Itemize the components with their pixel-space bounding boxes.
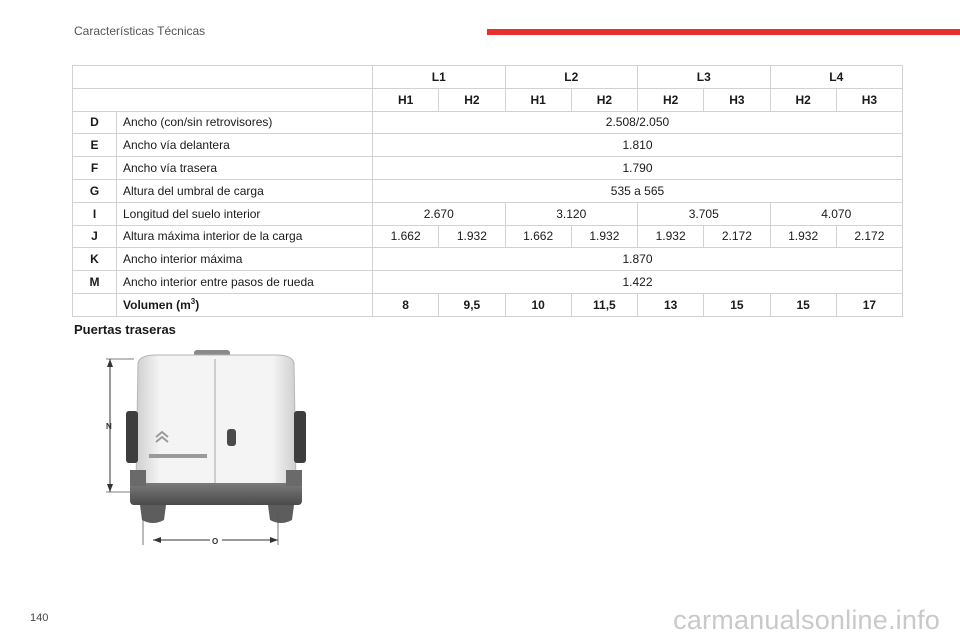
section-title: Puertas traseras <box>74 322 176 337</box>
corner-cell <box>73 88 373 111</box>
table-row <box>73 248 903 271</box>
page-number: 140 <box>30 612 49 624</box>
row-value: 1.932 <box>439 225 505 248</box>
row-value: 1.662 <box>505 225 571 248</box>
row-label: Altura del umbral de carga <box>117 179 373 202</box>
right-tail-light <box>294 411 306 463</box>
volume-value: 17 <box>836 293 902 316</box>
height-header: H2 <box>571 88 637 111</box>
table-row <box>73 134 903 157</box>
row-code: M <box>73 271 117 294</box>
volume-value: 13 <box>638 293 704 316</box>
van-body <box>136 355 296 485</box>
table-row <box>73 179 903 202</box>
height-header: H1 <box>373 88 439 111</box>
volume-label-text: Volumen (m <box>123 298 191 313</box>
table-row <box>73 202 903 225</box>
row-value: 2.670 <box>373 202 506 225</box>
table-row <box>73 111 903 134</box>
row-label: Longitud del suelo interior <box>117 202 373 225</box>
label-o: O <box>212 537 219 546</box>
row-label: Ancho interior entre pasos de rueda <box>117 271 373 294</box>
right-tyre <box>268 505 294 523</box>
row-label: Altura máxima interior de la carga <box>117 225 373 248</box>
specifications-table <box>72 65 903 317</box>
height-header: H2 <box>770 88 836 111</box>
row-code: G <box>73 179 117 202</box>
row-label: Ancho interior máxima <box>117 248 373 271</box>
volume-value: 11,5 <box>571 293 637 316</box>
row-label: Ancho vía delantera <box>117 134 373 157</box>
volume-unit-exponent: 3 <box>190 297 196 307</box>
label-n: N <box>106 422 112 431</box>
length-header: L2 <box>505 66 638 89</box>
row-value: 1.932 <box>770 225 836 248</box>
row-value: 2.172 <box>704 225 770 248</box>
volume-value: 10 <box>505 293 571 316</box>
height-header: H2 <box>638 88 704 111</box>
volume-value: 9,5 <box>439 293 505 316</box>
watermark: carmanualsonline.info <box>673 605 940 635</box>
row-code: J <box>73 225 117 248</box>
volume-value: 15 <box>770 293 836 316</box>
table-row <box>73 225 903 248</box>
row-value: 1.810 <box>373 134 903 157</box>
row-value: 1.662 <box>373 225 439 248</box>
header-accent-bar <box>487 29 960 35</box>
volume-label <box>117 293 373 316</box>
row-code: F <box>73 157 117 180</box>
left-tyre <box>140 505 166 523</box>
row-value: 1.932 <box>638 225 704 248</box>
row-value: 1.870 <box>373 248 903 271</box>
row-value: 1.932 <box>571 225 637 248</box>
row-code: K <box>73 248 117 271</box>
row-label: Ancho vía trasera <box>117 157 373 180</box>
volume-value: 8 <box>373 293 439 316</box>
volume-value: 15 <box>704 293 770 316</box>
row-code: I <box>73 202 117 225</box>
row-value: 2.172 <box>836 225 902 248</box>
height-header: H3 <box>704 88 770 111</box>
header-title: Características Técnicas <box>74 24 206 38</box>
table-row <box>73 157 903 180</box>
height-header: H2 <box>439 88 505 111</box>
row-value: 2.508/2.050 <box>373 111 903 134</box>
plate-recess <box>149 454 207 458</box>
length-header: L4 <box>770 66 903 89</box>
left-tail-light <box>126 411 138 463</box>
length-header: L1 <box>373 66 506 89</box>
row-value: 535 a 565 <box>373 179 903 202</box>
height-header: H3 <box>836 88 902 111</box>
rear-doors-illustration <box>96 345 306 550</box>
height-header-row <box>73 88 903 111</box>
row-value: 1.422 <box>373 271 903 294</box>
volume-label-close: ) <box>195 298 200 313</box>
length-header: L3 <box>638 66 771 89</box>
row-label: Ancho (con/sin retrovisores) <box>117 111 373 134</box>
row-code: E <box>73 134 117 157</box>
height-header: H1 <box>505 88 571 111</box>
table-row <box>73 271 903 294</box>
row-code: D <box>73 111 117 134</box>
row-value: 1.790 <box>373 157 903 180</box>
row-value: 3.120 <box>505 202 638 225</box>
row-value: 3.705 <box>638 202 771 225</box>
rear-bumper <box>130 483 302 505</box>
door-handle <box>227 429 236 446</box>
van-rear-drawing <box>96 345 306 550</box>
corner-cell <box>73 66 373 89</box>
row-code <box>73 293 117 316</box>
length-header-row <box>73 66 903 89</box>
row-value: 4.070 <box>770 202 903 225</box>
volume-row <box>73 293 903 316</box>
